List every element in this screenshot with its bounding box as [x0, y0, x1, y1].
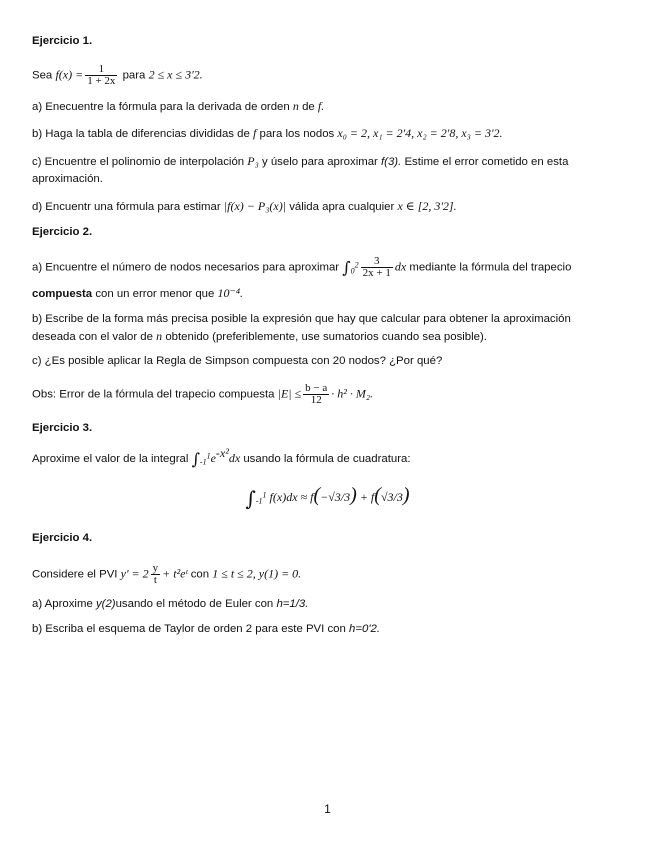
ej4-pvi: Considere el PVI y' = 2 $\frac{y}{t}$ + t²eᵗ con 1 ≤ t ≤ 2, y(1) = 0.	[32, 562, 302, 586]
ejercicio-4-title: Ejercicio 4.	[32, 532, 93, 544]
quadrature-formula: $\int_{-1}^1$ f(x)dx ≈ f(−√3/3) + f(√3/3)	[245, 484, 410, 511]
ej4-item-a: a) Aproxime y(2)usando el método de Euler con h=1/3.	[32, 598, 309, 610]
ej2-obs: Obs: Error de la fórmula del trapecio compuesta |E| ≤ $\frac{b - a}{12}$ · h² · M₂.	[32, 382, 374, 406]
ej2-item-a: a) Encuentre el número de nodos necesarios para aproximar $\int_0^2$ $\frac{3}{2x + 1}$ dx mediante la fórmula del trapecio	[32, 255, 572, 279]
ejercicio-2-title: Ejercicio 2.	[32, 226, 93, 238]
ej4-item-b: b) Escriba el esquema de Taylor de orden 2 para este PVI con h=0'2.	[32, 623, 381, 635]
ej1-item-d: d) Encuentr una fórmula para estimar |f(x) − P₃(x)| válida apra cualquier x ∈ [2, 3'2].	[32, 199, 457, 213]
ej1-intro: Sea f(x) = $\frac{1}{1 + 2x}$ para 2 ≤ x ≤ 3'2.	[32, 63, 203, 87]
ejercicio-1-title: Ejercicio 1.	[32, 35, 93, 47]
ej1-fraction: $\frac{1}{1 + 2x}$	[87, 63, 116, 87]
ej2-item-c: c) ¿Es posible aplicar la Regla de Simpson compuesta con 20 nodos? ¿Por qué?	[32, 355, 443, 367]
ej2-item-a-cont: compuesta con un error menor que 10⁻⁴.	[32, 286, 244, 300]
page-number: 1	[324, 802, 331, 816]
ej1-item-c: c) Encuentre el polinomio de interpolación P₃ y úselo para aproximar f(3). Estime el error cometido en esta aproximación.	[32, 154, 569, 185]
ej1-item-a: a) Enecuentre la fórmula para la derivada de orden n de f.	[32, 99, 325, 113]
ej3-statement: Aproxime el valor de la integral $\int_{-1}^1e^{-x^2}dx$ usando la fórmula de cuadratura:	[32, 446, 411, 469]
ejercicio-3-title: Ejercicio 3.	[32, 422, 93, 434]
ej2-item-b: b) Escribe de la forma más precisa posible la expresión que hay que calcular para obtener la aproximación deseada con el valor de n obtenido (preferiblemente, use sumatorios cuando sea posible).	[32, 313, 571, 343]
integral-sign: ∫	[342, 258, 351, 277]
ej1-item-b: b) Haga la tabla de diferencias divididas de f para los nodos x₀ = 2, x₁ = 2'4, x₂ = 2'8, x₃ = 3'2.	[32, 126, 503, 140]
